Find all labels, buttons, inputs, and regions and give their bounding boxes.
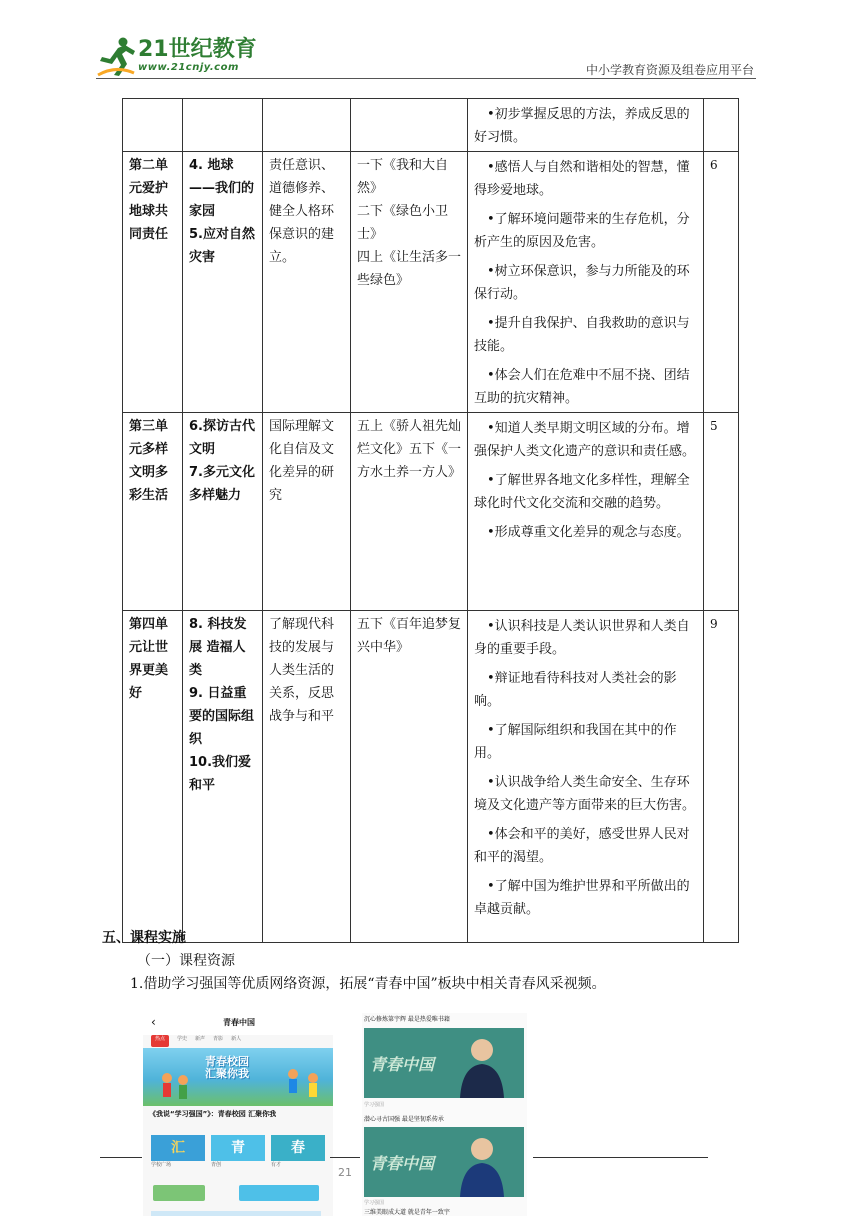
tile-row — [151, 1135, 331, 1175]
video-title[interactable]: 沉心修炼第宇辉 最是热爱唯书籍 — [364, 1016, 450, 1023]
goal-item: •知道人类早期文明区域的分布。增强保护人类文化遗产的意识和责任感。 — [474, 421, 696, 459]
chevron-left-icon[interactable]: ‹ — [151, 1015, 156, 1029]
lesson-cell — [183, 611, 263, 943]
goal-item: •了解世界各地文化多样性，理解全球化时代文化交流和交融的趋势。 — [474, 473, 690, 511]
goal-item: •形成尊重文化差异的观念与态度。 — [487, 525, 690, 540]
unit-name: 第二单元爱护地球共同责任 — [129, 158, 169, 242]
app-screenshot-left — [143, 1013, 333, 1216]
tile-label: 有才 — [271, 1162, 282, 1168]
unit-cell — [123, 152, 183, 413]
logo-url-text: www.21cnjy.com — [138, 62, 239, 73]
lesson-cell — [183, 152, 263, 413]
links-text: 五下《百年追梦复兴中华》 — [357, 617, 462, 655]
subsection-heading: （一）课程资源 — [137, 953, 235, 969]
runner-logo-icon — [96, 35, 136, 77]
video-thumbnail[interactable] — [364, 1028, 524, 1098]
table-row — [123, 611, 739, 943]
app-tabs — [151, 1035, 331, 1047]
app-topbar — [143, 1013, 333, 1035]
goal-item: •了解中国为维护世界和平所做出的卓越贡献。 — [474, 879, 690, 917]
video-title[interactable]: 潜心寻古国强 最是坚韧系传承 — [364, 1116, 444, 1123]
goals-cell — [468, 99, 704, 152]
lesson-names: 6.探访古代文明 7.多元文化 多样魅力 — [189, 419, 255, 503]
section-heading: 五、课程实施 — [102, 930, 186, 946]
app-banner[interactable] — [143, 1048, 333, 1106]
page-header — [0, 0, 860, 82]
goal-item: •了解国际组织和我国在其中的作用。 — [474, 723, 677, 761]
footer-line-mid — [330, 1157, 360, 1158]
goal-item: •了解环境问题带来的生存危机，分析产生的原因及危害。 — [474, 212, 690, 250]
links-text: 五上《骄人祖先灿烂文化》五下《一方水土养一方人》 — [357, 419, 462, 480]
theme-text: 国际理解文化自信及文化差异的研究 — [269, 419, 335, 503]
curriculum-table — [122, 98, 739, 943]
table-cell — [704, 99, 739, 152]
thumbnail-logo-text: 青春中国 — [370, 1154, 435, 1173]
theme-text: 责任意识、道德修养、健全人格环保意识的建立。 — [269, 158, 335, 265]
feature-strip — [151, 1211, 321, 1216]
logo-text — [138, 38, 257, 74]
goal-item: •提升自我保护、自我救助的意识与技能。 — [474, 316, 690, 354]
tab-hot[interactable]: 热点 — [151, 1035, 169, 1047]
hours-cell — [704, 611, 739, 943]
header-divider — [96, 78, 756, 79]
tile-item[interactable] — [151, 1135, 205, 1175]
table-cell — [263, 99, 351, 152]
site-logo — [96, 34, 257, 78]
table-row — [123, 99, 739, 152]
logo-main-text: 21世纪教育 — [138, 37, 257, 62]
tab-voice[interactable]: 新声 — [195, 1036, 206, 1042]
lesson-names: 4. 地球——我们的家园 5.应对自然灾害 — [189, 158, 255, 265]
table-row — [123, 413, 739, 611]
platform-name: 中小学教育资源及组卷应用平台 — [585, 63, 754, 77]
goals-cell — [468, 413, 704, 611]
feature-button[interactable] — [239, 1185, 319, 1201]
app-title: 青春中国 — [223, 1018, 255, 1027]
goal-item: •体会人们在危难中不屈不挠、团结互助的抗灾精神。 — [474, 368, 690, 406]
links-text: 一下《我和大自然》 二下《绿色小卫士》 四上《让生活多一些绿色》 — [357, 158, 462, 288]
unit-name: 第三单元多样文明多彩生活 — [129, 419, 169, 503]
tile-label: 青创 — [211, 1162, 222, 1168]
lesson-cell — [183, 413, 263, 611]
goal-item: •认识战争给人类生命安全、生存环境及文化遗产等方面带来的巨大伤害。 — [474, 775, 696, 813]
app-screenshot-right — [362, 1013, 527, 1216]
theme-cell — [263, 413, 351, 611]
tab-history[interactable]: 学史 — [177, 1036, 188, 1042]
footer-line-right — [533, 1157, 708, 1158]
goals-cell — [468, 152, 704, 413]
banner-text: 青春校园 汇聚你我 — [205, 1055, 249, 1080]
video-meta: 学习强国 — [364, 1200, 385, 1206]
runners-illustration-icon — [143, 1048, 333, 1106]
tile-item[interactable] — [211, 1135, 265, 1175]
unit-cell — [123, 413, 183, 611]
goal-item: •体会和平的美好，感受世界人民对和平的渴望。 — [474, 827, 690, 865]
tab-new[interactable]: 新人 — [231, 1036, 242, 1042]
hours-value: 6 — [710, 158, 718, 172]
links-cell — [351, 413, 468, 611]
video-title[interactable]: 三维美眼成大道 就是青年一致宇 — [364, 1209, 450, 1216]
tile-image: 汇 — [151, 1135, 205, 1161]
table-row — [123, 152, 739, 413]
unit-name: 第四单元让世界更美好 — [129, 617, 169, 701]
goal-item: •辩证地看待科技对人类社会的影响。 — [474, 671, 677, 709]
page-number: 21 — [338, 1166, 352, 1179]
hours-value: 5 — [710, 419, 718, 433]
theme-cell — [263, 152, 351, 413]
thumbnail-logo-text: 青春中国 — [370, 1055, 435, 1074]
table-cell — [183, 99, 263, 152]
tile-image: 青 — [211, 1135, 265, 1161]
goal-item: •感悟人与自然和谐相处的智慧，懂得珍爱地球。 — [474, 160, 690, 198]
lesson-names: 8. 科技发展 造福人类 9. 日益重要的国际组织 10.我们爱和平 — [189, 617, 255, 793]
tile-item[interactable] — [271, 1135, 325, 1175]
hours-cell — [704, 413, 739, 611]
table-cell — [351, 99, 468, 152]
tile-label: 学校广场 — [151, 1162, 172, 1168]
footer-line-left — [100, 1157, 142, 1158]
hours-value: 9 — [710, 617, 718, 631]
person-icon — [452, 1127, 512, 1197]
video-thumbnail[interactable] — [364, 1127, 524, 1197]
theme-cell — [263, 611, 351, 943]
goal-item: •树立环保意识，参与力所能及的环保行动。 — [474, 264, 690, 302]
tile-image: 春 — [271, 1135, 325, 1161]
goals-cell — [468, 611, 704, 943]
video-meta: 学习强国 — [364, 1102, 385, 1108]
body-paragraph: 1.借助学习强国等优质网络资源，拓展“青春中国”板块中相关青春风采视频。 — [130, 976, 606, 992]
person-icon — [452, 1028, 512, 1098]
links-cell — [351, 611, 468, 943]
links-cell — [351, 152, 468, 413]
unit-cell — [123, 611, 183, 943]
goal-item: •初步掌握反思的方法，养成反思的好习惯。 — [474, 107, 690, 145]
theme-text: 了解现代科技的发展与人类生活的关系，反思战争与和平 — [269, 617, 335, 724]
goal-item: •认识科技是人类认识世界和人类自身的重要手段。 — [474, 619, 690, 657]
table-cell — [123, 99, 183, 152]
tab-video[interactable]: 青影 — [213, 1036, 224, 1042]
banner-caption: 《我说“学习强国”》：青春校园 汇聚你我 — [149, 1110, 277, 1118]
feature-button[interactable] — [153, 1185, 205, 1201]
hours-cell — [704, 152, 739, 413]
